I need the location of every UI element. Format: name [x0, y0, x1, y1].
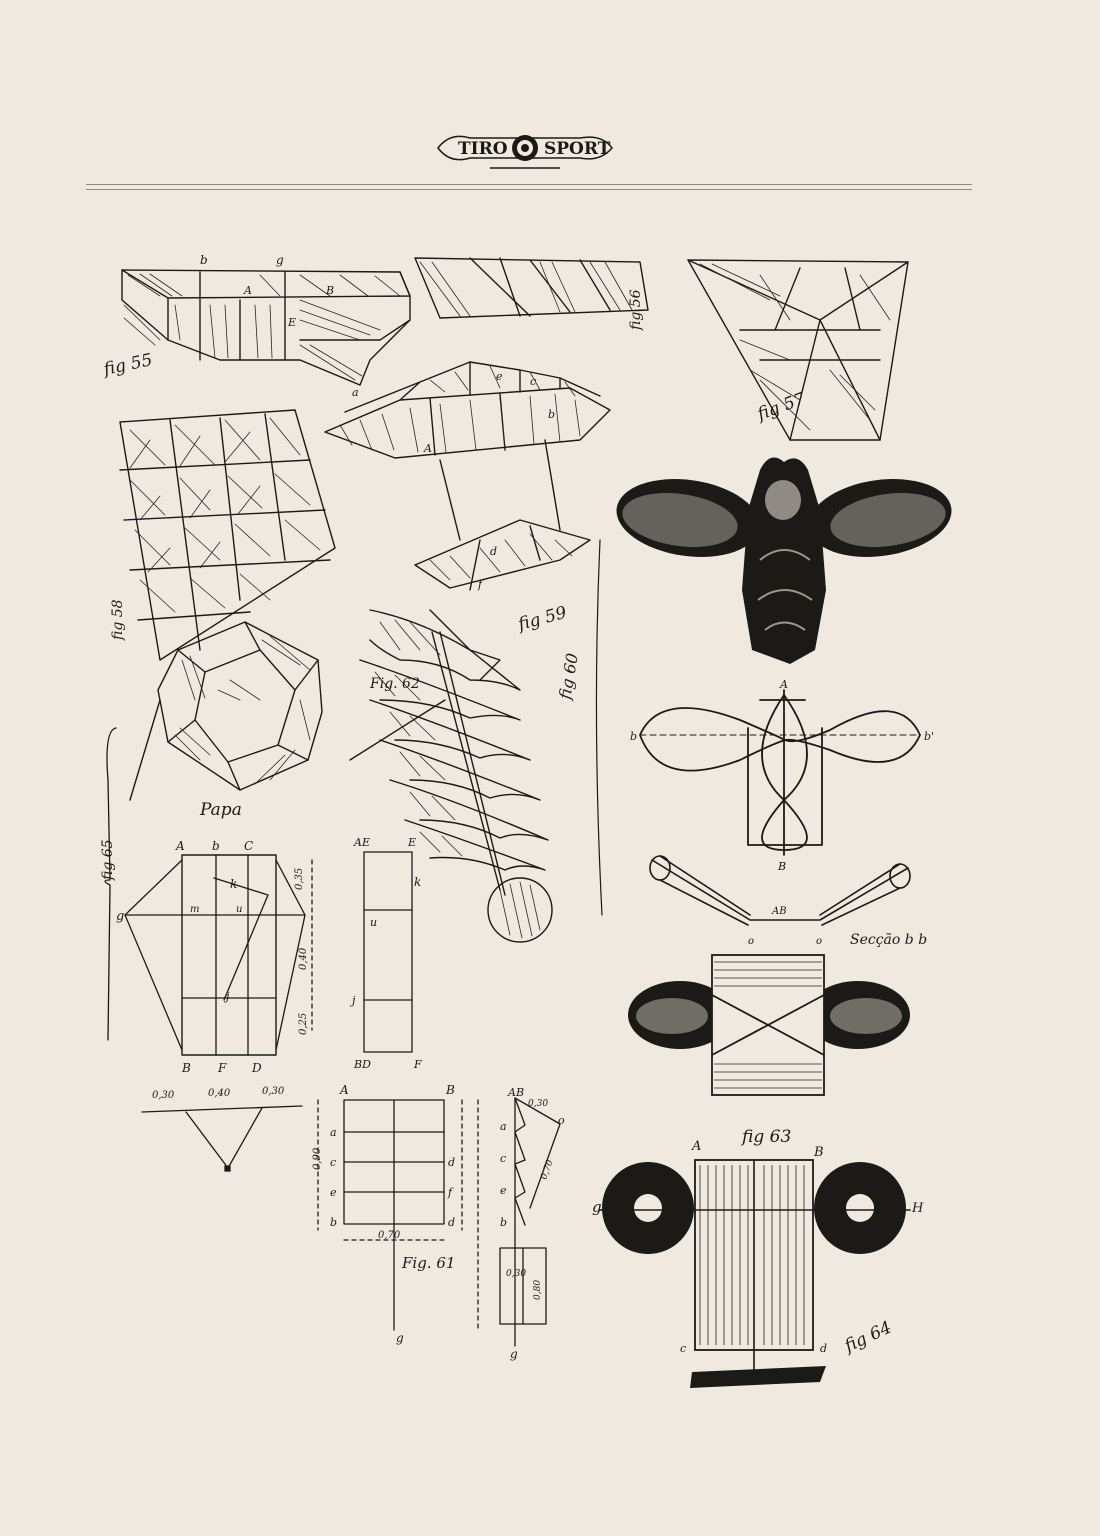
- label-a-61p: a: [500, 1120, 507, 1133]
- label-c-61p: c: [500, 1152, 507, 1165]
- label-g-61: g: [396, 1331, 404, 1345]
- measure-080: 0,80: [533, 1279, 543, 1300]
- measure-040b: 0,40: [298, 947, 309, 970]
- figure-label-60: fig 60: [555, 651, 582, 701]
- label-b-55: b: [200, 253, 208, 267]
- label-A-loop: A: [780, 678, 788, 691]
- label-f-59: f: [478, 578, 483, 591]
- masthead-right: SPORT: [544, 139, 611, 159]
- figure-label-61: Fig. 61: [402, 1254, 456, 1272]
- label-k-65: k: [230, 877, 238, 891]
- figure-label-58: fig 58: [110, 599, 126, 640]
- label-d-64: d: [820, 1342, 828, 1355]
- label-A-55: A: [244, 284, 252, 297]
- label-b-61p: b: [500, 1216, 508, 1229]
- figure-65: [100, 728, 312, 1075]
- measure-035: 0,35: [294, 867, 305, 890]
- figure-bridle: [142, 1086, 302, 1171]
- label-u-profile: u: [370, 916, 378, 929]
- fig64-tail: [690, 1366, 826, 1388]
- figure-label-63: fig 63: [742, 1127, 792, 1147]
- figure-loop-kite: [630, 678, 934, 873]
- label-D-65: D: [252, 1061, 262, 1075]
- label-c-61: c: [330, 1156, 337, 1169]
- figure-57: [688, 260, 908, 440]
- figure-label-62: Fig. 62: [370, 676, 420, 692]
- label-o-section-left: o: [748, 936, 755, 947]
- measure-040a: 0,40: [208, 1088, 231, 1099]
- label-g-65: g: [116, 909, 125, 924]
- label-e-61: e: [330, 1186, 337, 1199]
- figure-55: [100, 253, 410, 385]
- figure-label-65: fig 65: [100, 839, 116, 880]
- label-C-65: C: [244, 839, 254, 853]
- figure-61: [312, 1083, 462, 1345]
- figure-64: [592, 1127, 924, 1388]
- measure-070b: 0,70: [539, 1158, 556, 1182]
- cone-right-hole: [846, 1194, 874, 1222]
- masthead-left: TIRO: [458, 139, 508, 159]
- measure-070: 0,70: [378, 1230, 401, 1241]
- label-c-64: c: [680, 1342, 687, 1355]
- measure-030b: 0,30: [262, 1086, 285, 1097]
- label-BD-profile: BD: [354, 1058, 371, 1071]
- label-d2-61: d: [448, 1216, 456, 1229]
- label-k-profile: k: [414, 875, 422, 889]
- label-u-65: u: [236, 904, 243, 915]
- label-b-61: b: [330, 1216, 338, 1229]
- figure-label-64: fig 64: [841, 1317, 895, 1357]
- measure-030d: 0,30: [506, 1269, 527, 1279]
- cone-left-hole: [634, 1194, 662, 1222]
- label-H-64: H: [912, 1201, 924, 1216]
- figure-label-56: fig 56: [628, 289, 644, 330]
- label-f-61: f: [448, 1186, 453, 1199]
- figure-insect-kite: [611, 458, 956, 665]
- label-b-loop: b: [630, 730, 638, 743]
- label-E-profile: E: [408, 836, 417, 849]
- figure-label-55: fig 55: [101, 350, 155, 380]
- label-A-64: A: [692, 1139, 702, 1154]
- figure-56: [415, 258, 648, 331]
- figure-65-profile: [349, 836, 422, 1071]
- insect-face: [765, 480, 801, 520]
- label-b-65: b: [212, 839, 220, 853]
- label-F-profile: F: [414, 1058, 422, 1071]
- label-d-61: d: [448, 1156, 456, 1169]
- loop-box-wing-right-inner: [830, 998, 902, 1034]
- label-j-profile: j: [352, 994, 356, 1007]
- label-B-61: B: [446, 1083, 455, 1097]
- label-c-59: c: [530, 375, 537, 388]
- label-bprime-loop: b': [924, 730, 935, 743]
- figure-label-59: fig 59: [516, 602, 569, 635]
- label-m-65: m: [190, 904, 200, 915]
- figure-loop-box-kite: [628, 955, 910, 1095]
- label-B-65: B: [182, 1061, 191, 1075]
- label-B-55: B: [326, 284, 335, 297]
- loop-box-wing-left-inner: [636, 998, 708, 1034]
- label-e-59: e: [496, 370, 503, 383]
- label-F-65: F: [218, 1061, 227, 1075]
- label-e-61p: e: [500, 1184, 507, 1197]
- label-A-59: A: [424, 442, 432, 455]
- figure-label-seccao: Secção b b: [850, 932, 928, 948]
- label-AE-profile: AE: [354, 836, 370, 849]
- label-j-65: j: [226, 990, 230, 1003]
- figure-section-bb: [650, 856, 927, 948]
- measure-030a: 0,30: [152, 1090, 175, 1101]
- measure-030c: 0,30: [528, 1099, 549, 1109]
- figure-61-profile: [478, 1086, 565, 1361]
- measure-090: 0,90: [312, 1147, 323, 1170]
- figure-58: [110, 410, 335, 660]
- label-o-61p: o: [558, 1114, 565, 1127]
- label-g-64: g: [592, 1198, 602, 1216]
- label-B-64: B: [814, 1145, 824, 1160]
- label-d-59: d: [490, 545, 498, 558]
- label-b-59: b: [548, 408, 556, 421]
- figure-62: [350, 540, 602, 942]
- figure-label-57: fig 57: [754, 389, 809, 425]
- label-AB-61p: AB: [508, 1086, 525, 1099]
- label-A-65: A: [176, 839, 185, 853]
- label-a-59: a: [352, 386, 359, 399]
- label-g-55: g: [276, 253, 284, 267]
- label-g-61p: g: [510, 1347, 518, 1361]
- label-B-loop: B: [778, 860, 787, 873]
- label-A-61: A: [340, 1083, 349, 1097]
- figure-label-papa: Papa: [200, 800, 242, 820]
- label-o-section-right: o: [816, 936, 823, 947]
- figure-59: [325, 362, 610, 635]
- label-a-61: a: [330, 1126, 337, 1139]
- measure-025: 0,25: [298, 1012, 309, 1035]
- label-AB-section: AB: [772, 906, 787, 917]
- label-E-55: E: [288, 316, 297, 329]
